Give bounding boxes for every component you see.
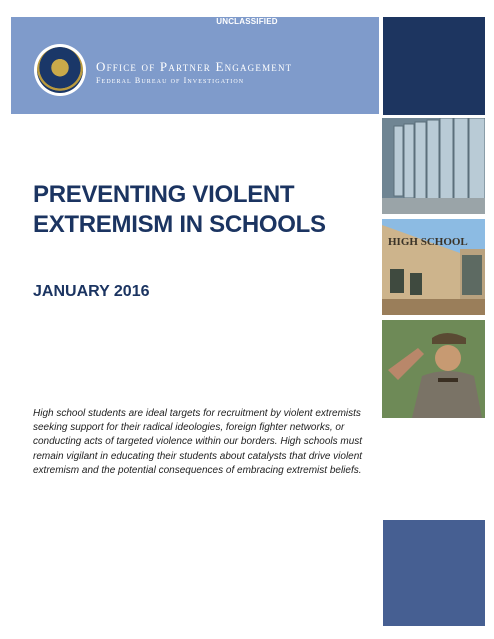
- photo-saluting-officer: [382, 320, 485, 418]
- publication-date: JANUARY 2016: [33, 283, 150, 300]
- title-line-1: PREVENTING VIOLENT: [33, 181, 295, 208]
- fbi-seal-icon: [34, 44, 86, 96]
- photo-school-lockers: [382, 118, 485, 214]
- photo-high-school-building: [382, 219, 485, 315]
- document-title: [33, 180, 373, 240]
- office-name: Office of Partner Engagement: [96, 59, 293, 74]
- navy-block-bottom: [383, 520, 485, 626]
- high-school-sign: HIGH SCHOOL: [388, 236, 468, 248]
- bureau-name: Federal Bureau of Investigation: [96, 76, 245, 85]
- navy-block-top: [383, 17, 485, 115]
- summary-paragraph: High school students are ideal targets for recruitment by violent extremists seeking support for their radical ideologies, foreign fighter networks, or conducting acts of targeted violence within our borders. High schools must remain vigilant in educating their students about catalysts that drive violent extremism and the potential consequences of embracing extremist beliefs.: [33, 408, 363, 476]
- classification-marking: UNCLASSIFIED: [216, 17, 278, 26]
- title-line-2: EXTREMISM IN SCHOOLS: [33, 211, 326, 238]
